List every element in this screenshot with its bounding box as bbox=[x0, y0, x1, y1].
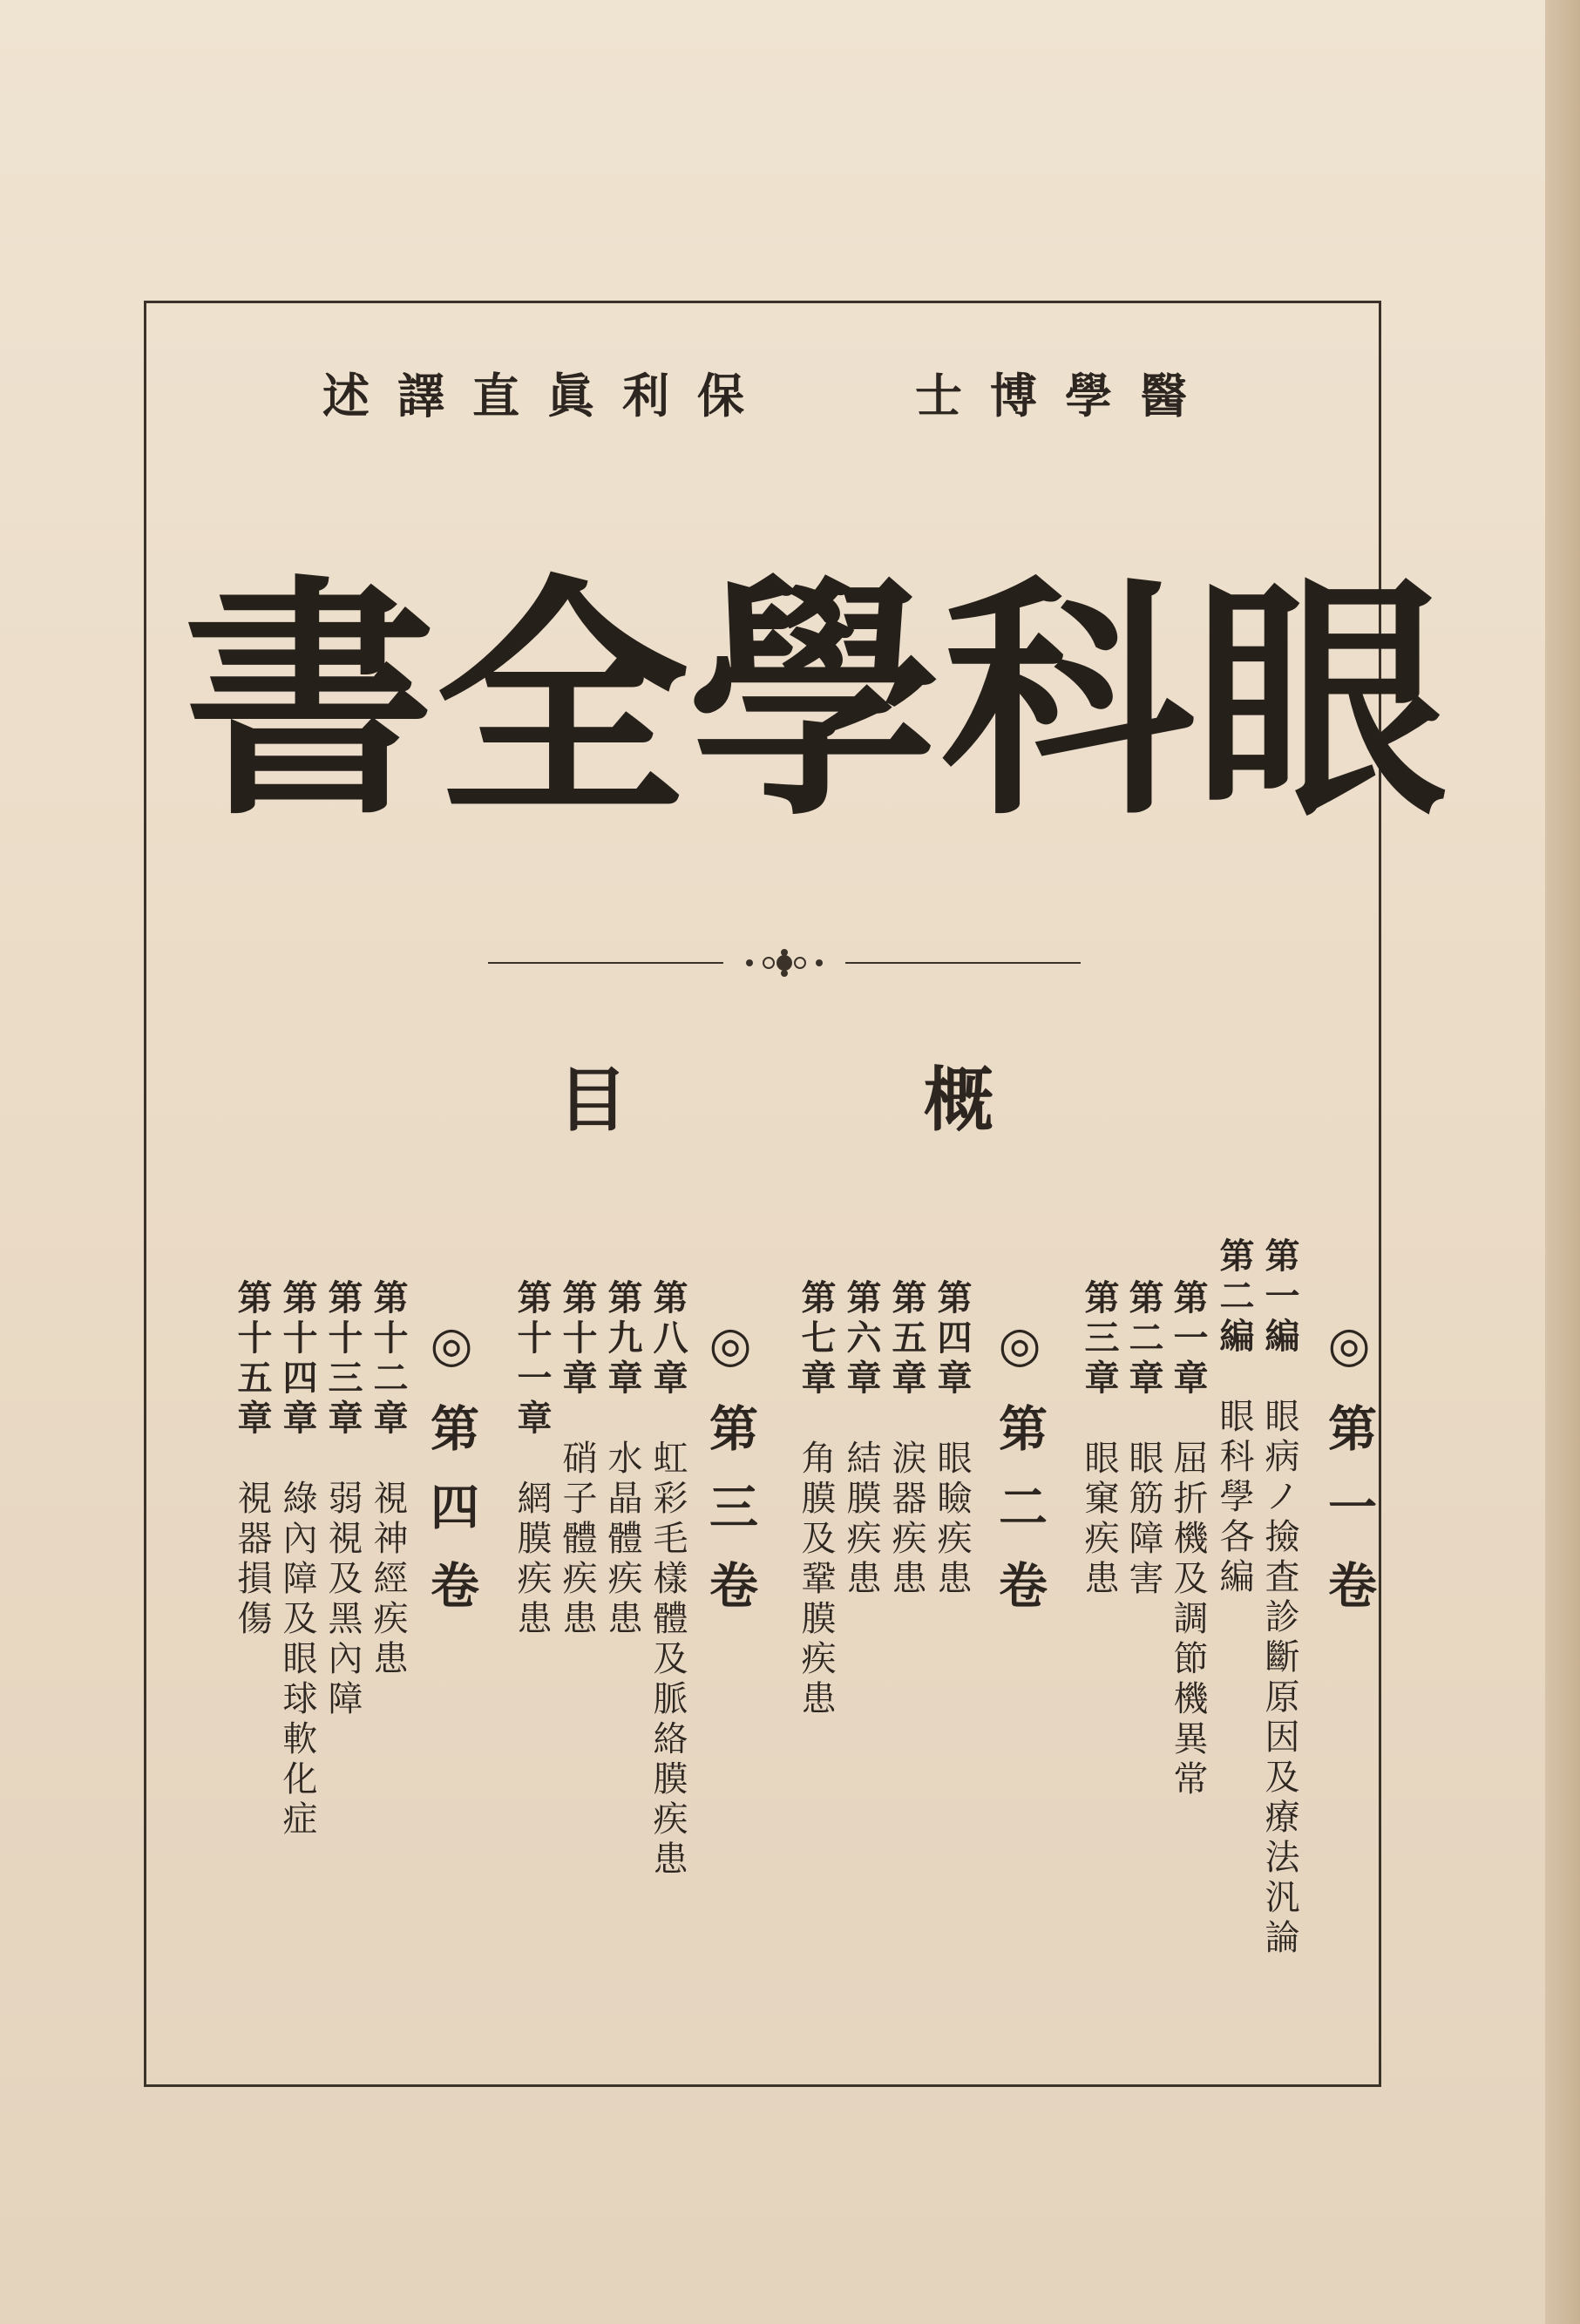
toc-entry: 第四章 眼瞼疾患 bbox=[932, 1279, 973, 1600]
title-char: 書 bbox=[183, 552, 436, 850]
toc-entry: 第五章 涙器疾患 bbox=[886, 1279, 927, 1600]
toc-entry: 第二章 眼筋障害 bbox=[1123, 1279, 1164, 1600]
toc-entry: 第十四章 綠內障及眼球軟化症 bbox=[277, 1279, 318, 1840]
toc-entry: 第三章 眼窠疾患 bbox=[1079, 1279, 1120, 1600]
title-char: 科 bbox=[941, 552, 1194, 850]
translator-credit: 述譯直眞利保 bbox=[322, 367, 772, 423]
toc-entry: 第十章 硝子體疾患 bbox=[557, 1279, 598, 1640]
volume-heading: ◎第二卷 bbox=[991, 1316, 1048, 1638]
book-title bbox=[183, 514, 1447, 850]
ornamental-divider bbox=[488, 945, 1081, 980]
toc-entry: 第七章 角膜及鞏膜疾患 bbox=[796, 1279, 837, 1720]
toc-entry: 第十一章 網膜疾患 bbox=[512, 1279, 553, 1640]
title-char: 眼 bbox=[1194, 552, 1447, 850]
toc-entry: 第一編 眼病ノ撿査診斷原因及療法汎論 bbox=[1259, 1237, 1300, 1959]
volume-heading: ◎第四卷 bbox=[423, 1316, 480, 1638]
volume-heading: ◎第一卷 bbox=[1320, 1316, 1378, 1638]
toc-entry: 第八章 虹彩毛樣體及脈絡膜疾患 bbox=[648, 1279, 688, 1880]
author-line bbox=[322, 362, 1264, 423]
title-char: 學 bbox=[688, 552, 941, 850]
title-char: 全 bbox=[436, 552, 688, 850]
author-title: 士博學醫 bbox=[915, 367, 1215, 423]
toc-entry: 第十三章 弱視及黑內障 bbox=[322, 1279, 363, 1720]
page-edge bbox=[1545, 0, 1580, 2324]
toc-entry: 第十五章 視器損傷 bbox=[232, 1279, 273, 1640]
contents-heading: 目 概 bbox=[558, 1058, 993, 1141]
toc-entry: 第六章 結膜疾患 bbox=[841, 1279, 882, 1600]
toc-entry: 第一章 屈折機及調節機異常 bbox=[1168, 1279, 1209, 1800]
toc-entry: 第二編 眼科學各編 bbox=[1214, 1237, 1255, 1598]
volume-heading: ◎第三卷 bbox=[702, 1316, 759, 1638]
toc-entry: 第十二章 視神經疾患 bbox=[368, 1279, 409, 1680]
toc-entry: 第九章 水晶體疾患 bbox=[602, 1279, 643, 1640]
